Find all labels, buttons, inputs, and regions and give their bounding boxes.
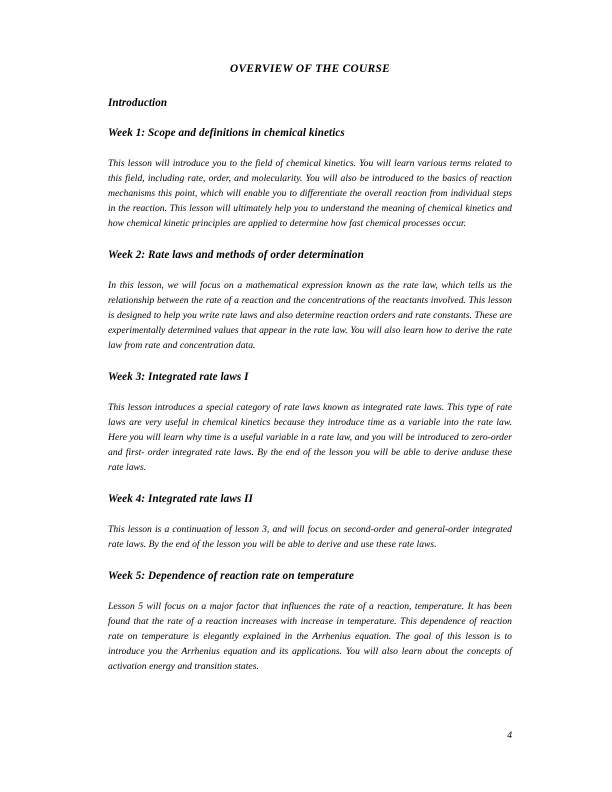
section-heading-week-5: Week 5: Dependence of reaction rate on temperature xyxy=(108,569,355,582)
page-title: OVERVIEW OF THE COURSE xyxy=(230,63,390,75)
page-number: 4 xyxy=(507,730,512,741)
section-heading-week-4: Week 4: Integrated rate laws II xyxy=(108,492,253,505)
spacer xyxy=(108,263,512,278)
spacer xyxy=(108,507,512,522)
spacer xyxy=(108,231,512,249)
spacer xyxy=(108,584,512,599)
section-heading-week-3: Week 3: Integrated rate laws I xyxy=(108,371,249,384)
spacer xyxy=(108,385,512,400)
spacer xyxy=(108,552,512,570)
introduction-heading: Introduction xyxy=(108,96,168,109)
section-heading-week-1: Week 1: Scope and definitions in chemical kinetics xyxy=(108,127,345,140)
spacer xyxy=(108,353,512,371)
section-body-week-1: This lesson will introduce you to the field of chemical kinetics. You will learn various terms related to this field, including rate, order, and molecularity. You will also be introduced to the basics of reaction mechanisms this point, which will enable you to differentiate the overall reaction from individual steps in the reaction. This lesson will ultimately help you to understand the meaning of chemical kinetics and how chemical kinetic principles are applied to determine how fast chemical processes occur. xyxy=(108,158,512,230)
document-body xyxy=(108,63,512,674)
section-body-week-3: This lesson introduces a special category of rate laws known as integrated rate laws. This type of rate laws are very useful in chemical kinetics because they introduce time as a variable into the rate law. Here you will learn why time is a useful variable in a rate law, and you will be introduced to zero-order and first- order integrated rate laws. By the end of the lesson you will be able to derive anduse these rate laws. xyxy=(108,401,512,473)
spacer xyxy=(108,110,512,127)
section-body-week-4: This lesson is a continuation of lesson 3, and will focus on second-order and general-order integrated rate laws. By the end of the lesson you will be able to derive and use these rate laws. xyxy=(108,523,512,550)
section-body-week-2: In this lesson, we will focus on a mathematical expression known as the rate law, which tells us the relationship between the rate of a reaction and the concentrations of the reactants involved. This lesson is designed to help you write rate laws and also determine reaction orders and rate constants. These are experimentally determined values that appear in the rate law. You will also learn how to derive the rate law from rate and concentration data. xyxy=(108,280,513,352)
section-body-week-5: Lesson 5 will focus on a major factor that influences the rate of a reaction, temperature. It has been found that the rate of a reaction increases with increase in temperature. This dependence of reaction rate on temperature is elegantly explained in the Arrhenius equation. The goal of this lesson is to introduce you the Arrhenius equation and its applications. You will also learn about the concepts of activation energy and transition states. xyxy=(108,600,512,672)
spacer xyxy=(108,141,512,156)
section-heading-week-2: Week 2: Rate laws and methods of order determination xyxy=(108,249,364,262)
spacer xyxy=(108,475,512,493)
